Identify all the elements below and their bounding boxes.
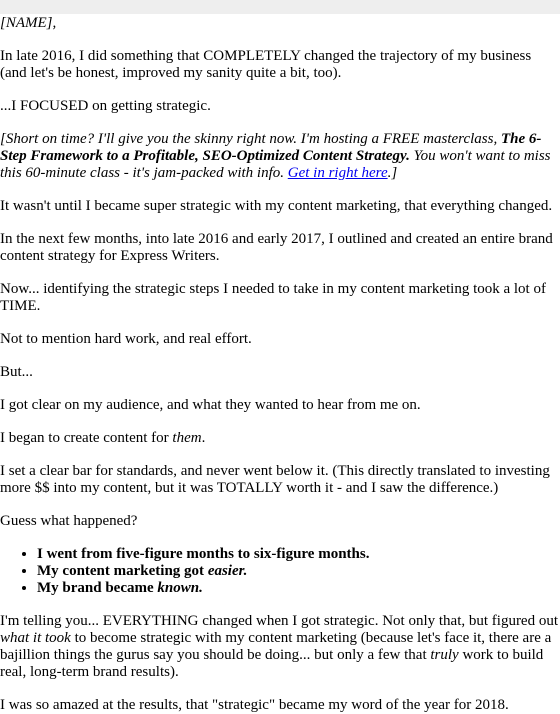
paragraph-12 <box>0 613 560 681</box>
b3-emphasis: known. <box>157 580 203 596</box>
masterclass-link[interactable]: Get in right here <box>287 165 388 181</box>
b2-before: My content marketing got <box>37 563 208 579</box>
paragraph-1: In late 2016, I did something that COMPLETELY changed the trajectory of my business (and let's be honest, improved my sanity quite a bit, too). <box>0 48 532 81</box>
results-list <box>0 546 560 597</box>
paragraph-2: ...I FOCUSED on getting strategic. <box>0 98 211 114</box>
list-item: • I went from five-figure months to six-figure months. <box>37 546 560 563</box>
aside-tail: .] <box>387 165 398 181</box>
aside-lead: [Short on time? I'll give you the skinny right now. I'm hosting a FREE masterclass, <box>0 131 501 147</box>
masterclass-aside <box>0 131 560 182</box>
paragraph-6: Not to mention hard work, and real effort. <box>0 331 252 347</box>
paragraph-8: I got clear on my audience, and what they wanted to hear from me on. <box>0 397 421 413</box>
email-body <box>0 15 560 714</box>
masterclass-title: The 6-Step Framework to a Profitable, SEO-Optimized Content Strategy. <box>0 131 542 164</box>
p12-emphasis-1: what it took <box>0 630 71 646</box>
list-item <box>37 563 560 580</box>
p12-before: I'm telling you... EVERYTHING changed when I got strategic. Not only that, but figured out <box>0 613 559 629</box>
b3-before: My brand became <box>37 580 158 596</box>
paragraph-4: In the next few months, into late 2016 and early 2017, I outlined and created an entire brand content strategy for Express Writers. <box>0 231 553 264</box>
paragraph-7: But... <box>0 364 33 380</box>
p12-emphasis-2: truly <box>430 647 459 663</box>
greeting: [NAME], <box>0 15 57 31</box>
paragraph-9 <box>0 430 560 447</box>
b2-emphasis: easier. <box>207 563 248 579</box>
aside-middle: You won't want to miss this 60-minute class - it's jam-packed with info. <box>0 148 551 181</box>
paragraph-10: I set a clear bar for standards, and never went below it. (This directly translated to investing more $$ into my content, but it was TOTALLY worth it - and I saw the difference.) <box>0 463 550 496</box>
paragraph-3: It wasn't until I became super strategic with my content marketing, that everything changed. <box>0 198 553 214</box>
paragraph-5: Now... identifying the strategic steps I needed to take in my content marketing took a lot of TIME. <box>0 281 546 314</box>
p9-after: . <box>201 430 206 446</box>
p9-before: I began to create content for <box>0 430 173 446</box>
p12-after: work to build real, long-term brand results). <box>0 647 544 680</box>
paragraph-11: Guess what happened? <box>0 513 138 529</box>
p12-middle: to become strategic with my content marketing (because let's face it, there are a bajillion things the gurus say you should be doing... but only a few that <box>0 630 552 663</box>
p9-emphasis: them <box>172 430 202 446</box>
paragraph-13: I was so amazed at the results, that "strategic" became my word of the year for 2018. <box>0 697 509 713</box>
top-bar <box>0 0 560 14</box>
list-item <box>37 580 560 597</box>
